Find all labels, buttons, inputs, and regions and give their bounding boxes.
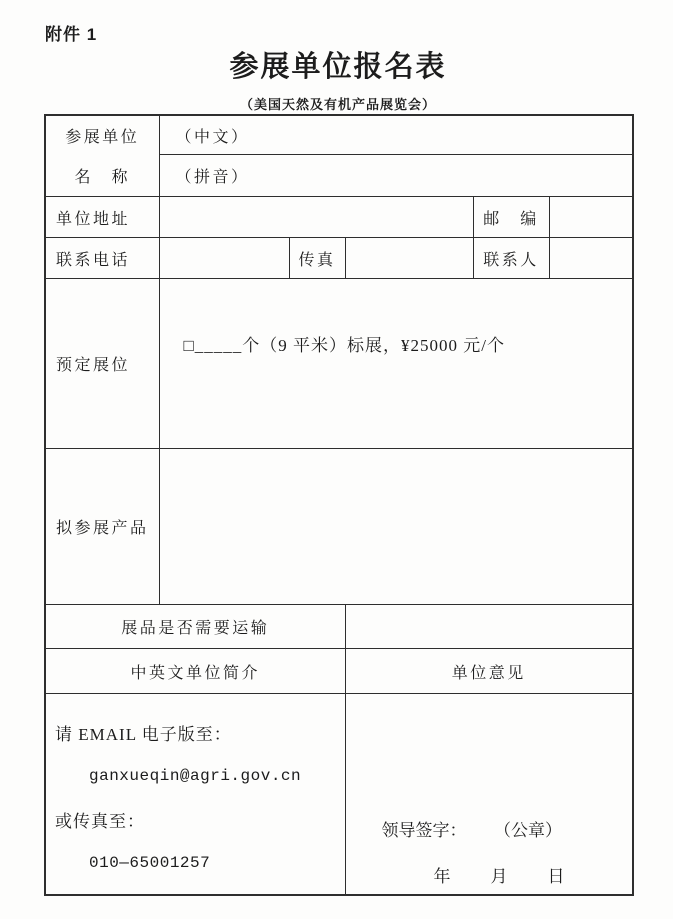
email-instruction: 请 EMAIL 电子版至： bbox=[55, 725, 232, 744]
pinyin-name-placeholder: （拼音） bbox=[175, 169, 250, 187]
official-seal-label: （公章） bbox=[502, 821, 562, 840]
contact-person-label: 联系人 bbox=[473, 238, 549, 279]
fax-value-cell bbox=[345, 238, 473, 279]
exhibitor-name-label-line1: 参展单位 bbox=[65, 129, 140, 146]
shipping-question-label: 展品是否需要运输 bbox=[45, 605, 345, 649]
fax-number: 010—65001257 bbox=[89, 854, 211, 872]
postcode-label: 邮 编 bbox=[473, 197, 549, 238]
fax-label: 传真 bbox=[289, 238, 345, 279]
exhibitor-name-label-cell bbox=[45, 115, 159, 197]
form-subtitle: （美国天然及有机产品展览会） bbox=[239, 97, 436, 112]
booth-option-text: □_____个（9 平米）标展，¥25000 元/个 bbox=[183, 336, 505, 355]
phone-label: 联系电话 bbox=[45, 238, 159, 279]
exhibitor-name-pinyin-field bbox=[159, 155, 633, 197]
registration-form-table bbox=[44, 114, 634, 896]
company-intro-label: 中英文单位简介 bbox=[45, 649, 345, 694]
phone-value-cell bbox=[159, 238, 289, 279]
signature-line bbox=[382, 816, 633, 841]
email-address: ganxueqin@agri.gov.cn bbox=[89, 767, 302, 785]
approval-cell bbox=[345, 694, 633, 896]
submission-instructions-cell bbox=[45, 694, 345, 896]
address-label: 单位地址 bbox=[45, 197, 159, 238]
shipping-answer-cell bbox=[345, 605, 633, 649]
company-opinion-label: 单位意见 bbox=[345, 649, 633, 694]
address-value-cell bbox=[159, 197, 473, 238]
exhibitor-name-chinese-field bbox=[159, 115, 633, 155]
attachment-label: 附件 1 bbox=[45, 25, 98, 44]
contact-person-value-cell bbox=[549, 238, 633, 279]
form-header bbox=[44, 44, 632, 113]
leader-signature-label: 领导签字： bbox=[381, 821, 467, 840]
fax-instruction: 或传真至： bbox=[55, 812, 145, 831]
products-value-cell bbox=[159, 449, 633, 605]
exhibitor-name-label-line2: 名 称 bbox=[74, 169, 130, 186]
date-line: 年 月 日 bbox=[433, 867, 567, 886]
form-title: 参展单位报名表 bbox=[229, 51, 447, 83]
booth-reservation-cell bbox=[159, 279, 633, 449]
postcode-value-cell bbox=[549, 197, 633, 238]
chinese-name-placeholder: （中文） bbox=[175, 128, 250, 146]
products-label: 拟参展产品 bbox=[45, 449, 159, 605]
booth-reservation-label: 预定展位 bbox=[45, 279, 159, 449]
